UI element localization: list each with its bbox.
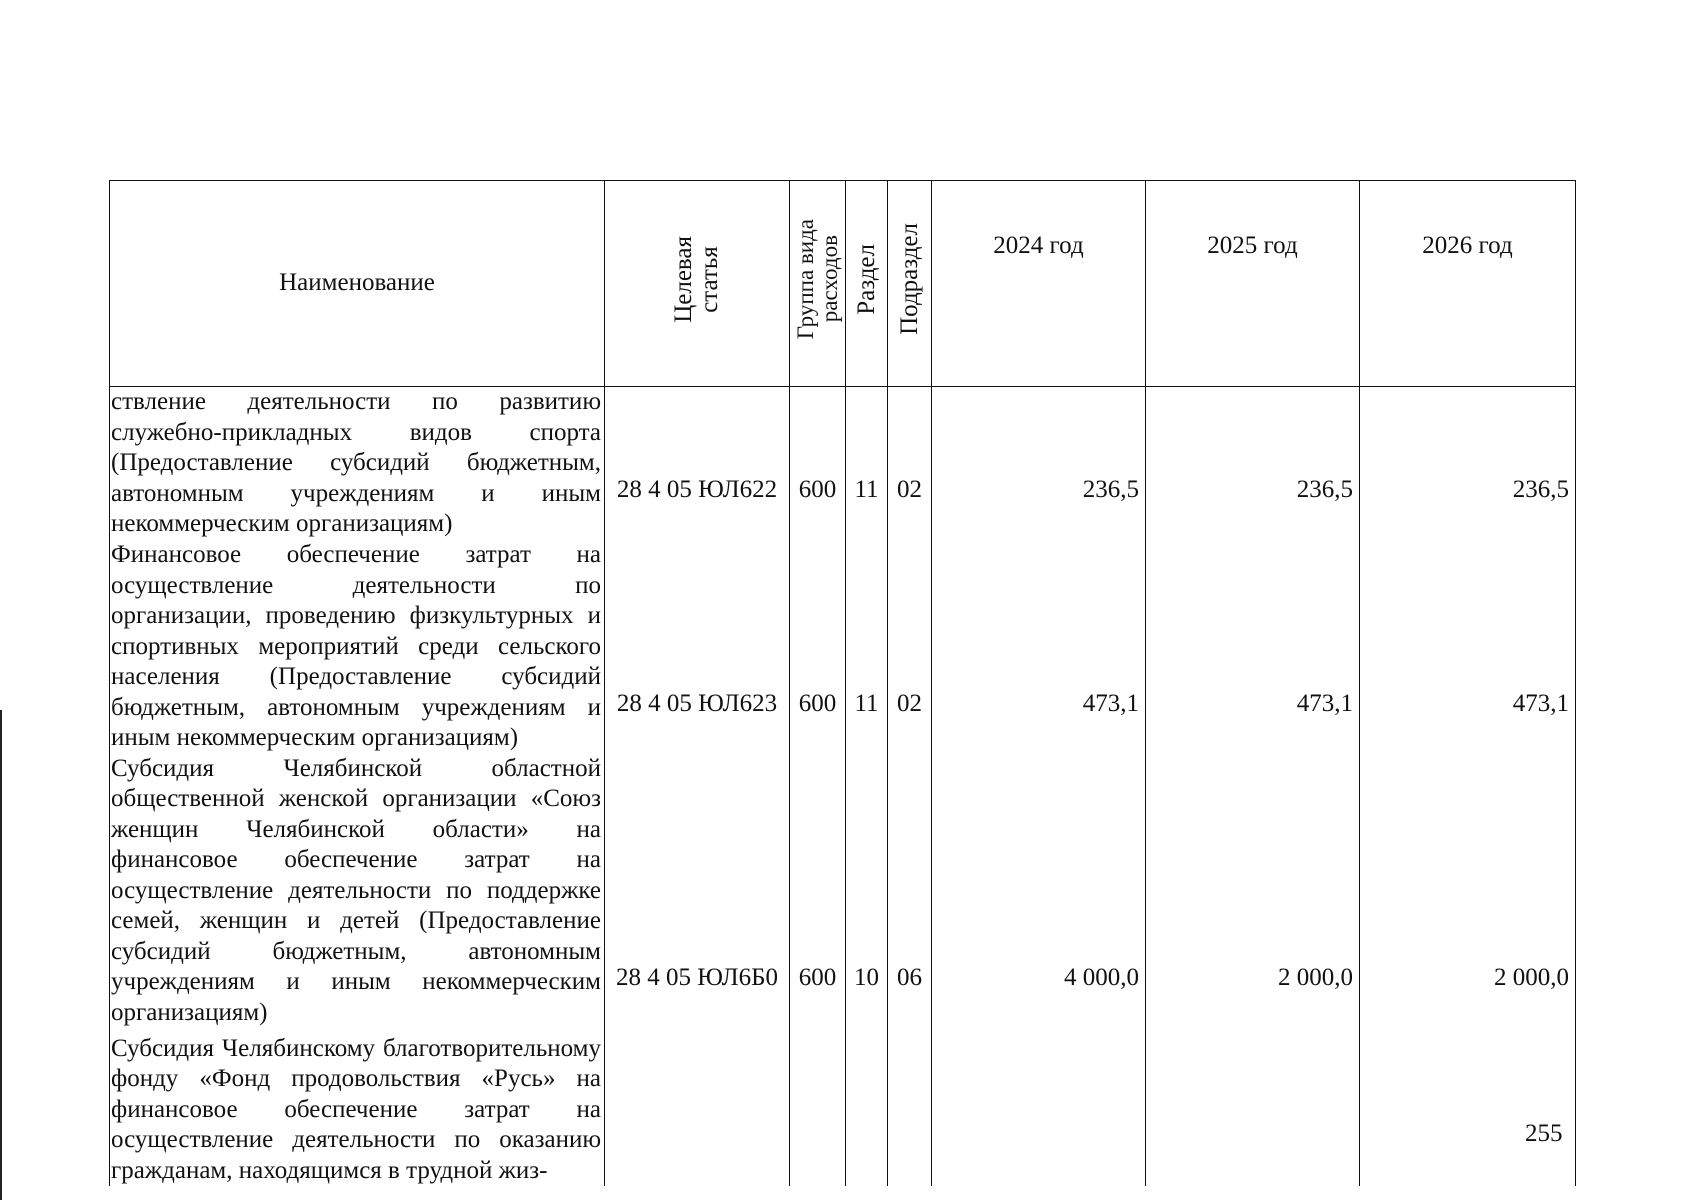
row-value-2025 [1146,1028,1360,1186]
row-value-2026: 2 000,0 [1360,754,1576,1029]
row-section: 11 [846,540,888,754]
row-expense-group: 600 [790,754,846,1029]
row-name: Финансовое обеспечение затрат на осуществление деятельности по организации, проведению физкультурных и спортивных мероприятий среди сельского населения (Предоставление субсидий бюджетным, автономным учреждениям и иным некоммерческим организациям) [110,540,605,754]
row-value-2025: 236,5 [1146,387,1360,540]
row-value-2025: 473,1 [1146,540,1360,754]
row-subsection: 02 [888,387,932,540]
header-name: Наименование [110,181,605,387]
table-row [110,387,1576,540]
budget-table [109,180,1576,1186]
row-expense-group: 600 [790,387,846,540]
row-expense-group [790,1028,846,1186]
row-subsection: 06 [888,754,932,1029]
header-subsection: Подраздел [888,181,932,387]
table-row [110,1028,1576,1186]
row-target-article [605,1028,790,1186]
row-target-article: 28 4 05 ЮЛ622 [605,387,790,540]
row-section [846,1028,888,1186]
header-expense-group: Группа вида расходов [790,181,846,387]
page-number: 255 [1525,1120,1563,1147]
row-target-article: 28 4 05 ЮЛ6Б0 [605,754,790,1029]
row-value-2024 [932,1028,1146,1186]
row-value-2024: 473,1 [932,540,1146,754]
row-target-article: 28 4 05 ЮЛ623 [605,540,790,754]
header-section: Раздел [846,181,888,387]
row-value-2026: 473,1 [1360,540,1576,754]
row-section: 11 [846,387,888,540]
row-name: Субсидия Челябинскому благотворительному фонду «Фонд продовольствия «Русь» на финансовое обеспечение затрат на осуществление деятельности по оказанию гражданам, находящимся в трудной жиз- [110,1028,605,1186]
scan-edge-line [0,710,2,1200]
row-expense-group: 600 [790,540,846,754]
row-value-2024: 4 000,0 [932,754,1146,1029]
row-name: Субсидия Челябинской областной общественной женской организации «Союз женщин Челябинской области» на финансовое обеспечение затрат на осуществление деятельности по поддержке семей, женщин и детей (Предоставление субсидий бюджетным, автономным учреждениям и иным некоммерческим организациям) [110,754,605,1029]
table-row [110,540,1576,754]
header-year-2025: 2025 год [1146,181,1360,387]
header-target-article: Целевая статья [605,181,790,387]
row-section: 10 [846,754,888,1029]
row-subsection [888,1028,932,1186]
header-year-2026: 2026 год [1360,181,1576,387]
row-value-2026 [1360,1028,1576,1186]
row-subsection: 02 [888,540,932,754]
row-name: ствление деятельности по развитию служебно-прикладных видов спорта (Предоставление субсидий бюджетным, автономным учреждениям и иным некоммерческим организациям) [110,387,605,540]
table-row [110,754,1576,1029]
table-header-row [110,181,1576,387]
row-value-2026: 236,5 [1360,387,1576,540]
row-value-2025: 2 000,0 [1146,754,1360,1029]
row-value-2024: 236,5 [932,387,1146,540]
header-year-2024: 2024 год [932,181,1146,387]
